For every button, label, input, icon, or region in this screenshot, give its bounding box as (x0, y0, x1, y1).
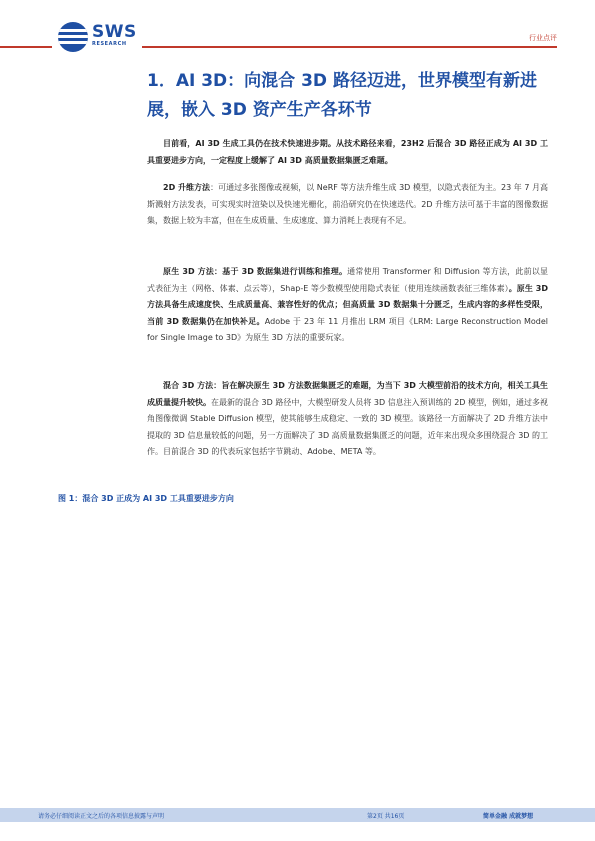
paragraph-2d-method (147, 180, 548, 230)
logo-text: SWS (92, 22, 137, 42)
paragraph-native-3d (147, 264, 548, 347)
p4-text: 在最新的混合 3D 路径中，大模型研发人员将 3D 信息注入预训练的 2D 模型，例如，通过多视角图像微调 Stable Diffusion 模型，使其能够生成稳定、一致的 3D 模型。该路径一方面解决了 2D 升维方法中提取的 3D 信息量较低的问题，另一方面解决了 3D 高质量数据集匮乏的问题，近年来出现众多围绕混合 3D 的工作。目前混合 3D 的代表玩家包括字节跳动、Adobe、META 等。 (147, 397, 549, 456)
sws-logo-icon (58, 22, 88, 52)
intro-bold: 目前看，AI 3D 生成工具仍在技术快速进步期。从技术路径来看，23H2 后混合 3D 路径正成为 AI 3D 工具重要进步方向，一定程度上缓解了 AI 3D 高质量数据集匮乏难题。 (147, 139, 548, 165)
figure-caption: 图 1：混合 3D 正成为 AI 3D 工具重要进步方向 (58, 494, 234, 503)
paragraph-hybrid-3d (147, 378, 548, 461)
header-rule-left (0, 46, 52, 48)
p3-bold-1: 原生 3D 方法：基于 3D 数据集进行训练和推理。 (163, 267, 348, 276)
footer-slogan: 简单金融 成就梦想 (483, 813, 534, 820)
p2-bold: 2D 升维方法 (163, 183, 211, 192)
footer-disclaimer: 请务必仔细阅读正文之后的各项信息披露与声明 (38, 813, 165, 820)
page-number: 第2页 共16页 (367, 813, 405, 820)
sws-logo (58, 22, 138, 56)
logo-subtext: RESEARCH (92, 41, 127, 47)
paragraph-intro (147, 136, 548, 169)
p4-bold: 混合 3D 方法：旨在解决原生 3D 方法数据集匮乏的难题，为当下 3D 大模型前沿的技术方向，相关工具生成质量提升较快。 (147, 381, 548, 407)
section-title: 1．AI 3D：向混合 3D 路径迈进，世界模型有新进展，嵌入 3D 资产生产各环节 (147, 71, 537, 120)
page-header (0, 0, 595, 60)
section-tag: 行业点评 (529, 34, 557, 42)
p3-text-2: Adobe 于 23 年 11 月推出 LRM 项目《LRM: Large Reconstruction Model for Single Image to 3D》为原生 3D 方法的重要玩家。 (147, 316, 548, 342)
header-rule-right (142, 46, 557, 48)
p2-text: ：可通过多张图像或视频，以 NeRF 等方法升维生成 3D 模型，以隐式表征为主。23 年 7 月高斯溅射方法发表，可实现实时渲染以及快速光栅化，前沿研究仍在快速迭代。2D 升维方法可基于丰富的图像数据集，数据上较为丰富，但在生成质量、生成速度、算力消耗上表现有不足。 (147, 183, 548, 225)
p3-text-1: 通常使用 Transformer 和 Diffusion 等方法，此前以显式表征为主（网格、体素、点云等），Shap-E 等少数模型使用隐式表征（使用连续函数表征三维体素） (147, 267, 548, 293)
p3-bold-2: 。原生 3D 方法具备生成速度快、生成质量高、兼容性好的优点；但高质量 3D 数据集十分匮乏，生成内容的多样性受限，当前 3D 数据集仍在加快补足。 (147, 283, 548, 326)
